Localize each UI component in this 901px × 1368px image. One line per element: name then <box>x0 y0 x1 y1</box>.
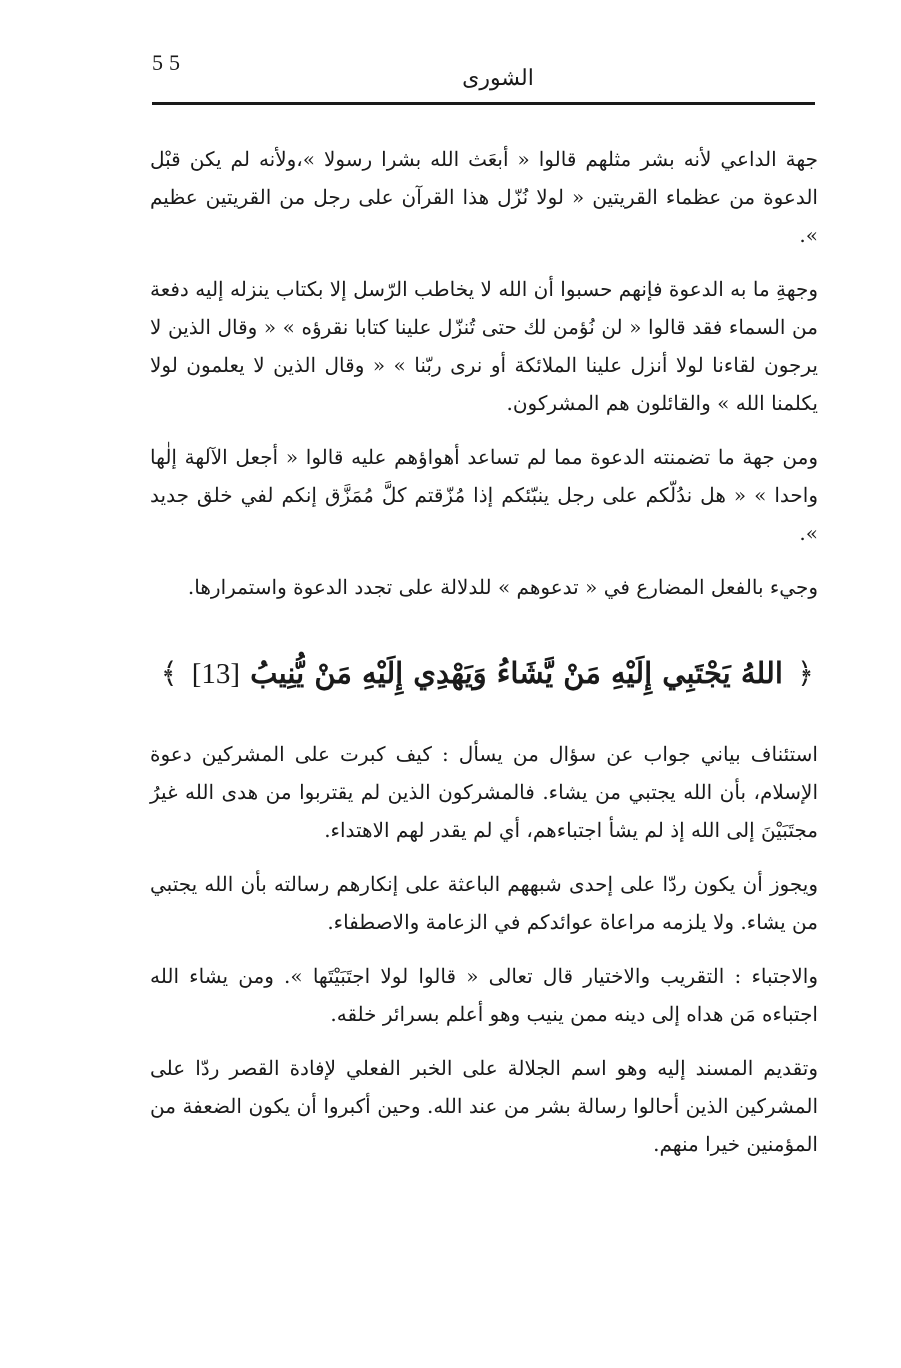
paragraph-5: استئناف بياني جواب عن سؤال من يسأل : كيف كبرت على المشركين دعوة الإسلام، بأن الله يجتبي من يشاء. فالمشركون الذين لم يقتربوا من هدى الله غيرُ مجتَبَيْنَ إلى الله إذ لم يشأ اجتباءهم، أي لم يقدر لهم الاهتداء. <box>150 742 818 842</box>
running-head-title: الشورى <box>462 66 534 91</box>
verse-text: اللهُ يَجْتَبِي إِلَيْهِ مَنْ يَّشَاءُ وَيَهْدِي إِلَيْهِ مَنْ يُّنِيبُ <box>250 656 783 690</box>
paragraph-8: وتقديم المسند إليه وهو اسم الجلالة على الخبر الفعلي لإفادة القصر ردّا على المشركين الذين أحالوا رسالة بشر من عند الله. وحين أكبروا أن يكون الضعفة من المؤمنين خيرا منهم. <box>150 1056 818 1156</box>
paragraph-6: ويجوز أن يكون ردّا على إحدى شبههم الباعثة على إنكارهم رسالته بأن الله يجتبي من يشاء. ولا يلزمه مراعاة عوائدكم في الزعامة والاصطفاء. <box>150 872 818 934</box>
quran-verse <box>150 644 818 703</box>
header-rule <box>152 102 815 105</box>
body-text <box>150 140 818 1179</box>
paragraph-1: جهة الداعي لأنه بشر مثلهم قالوا « أبعَث الله بشرا رسولا »،ولأنه لم يكن قبْل الدعوة من عظماء القريتين « لولا نُزّل هذا القرآن على رجل من القريتين عظيم ». <box>150 147 818 247</box>
verse-close-brace: ﴾ <box>160 656 178 690</box>
verse-number: [13] <box>191 658 241 690</box>
page-number: 55 <box>152 50 186 75</box>
paragraph-2: وجهةِ ما به الدعوة فإنهم حسبوا أن الله لا يخاطب الرّسل إلا بكتاب ينزله إليه دفعة من السماء فقد قالوا « لن نُؤمن لك حتى تُنزّل علينا كتابا نقرؤه » « وقال الذين لا يرجون لقاءنا لولا أنزل علينا الملائكة أو نرى ربّنا » « وقال الذين لا يعلمون لولا يكلمنا الله » والقائلون هم المشركون. <box>150 277 819 415</box>
verse-open-brace: ﴿ <box>797 656 814 690</box>
paragraph-4: وجيء بالفعل المضارع في « تدعوهم » للدلالة على تجدد الدعوة واستمرارها. <box>187 575 818 599</box>
paragraph-7: والاجتباء : التقريب والاختيار قال تعالى « قالوا لولا اجتَبَيْتَها ». ومن يشاء الله اجتباءه مَن هداه إلى دينه ممن ينيب وهو أعلم بسرائر خلقه. <box>150 964 818 1026</box>
paragraph-3: ومن جهة ما تضمنته الدعوة مما لم تساعد أهواؤهم عليه قالوا « أجعل الآلهة إلٰها واحدا » « هل ندُلّكم على رجل ينبّئكم إذا مُزّقتم كلَّ مُمَزَّق إنكم لفي خلق جديد ». <box>150 445 818 545</box>
